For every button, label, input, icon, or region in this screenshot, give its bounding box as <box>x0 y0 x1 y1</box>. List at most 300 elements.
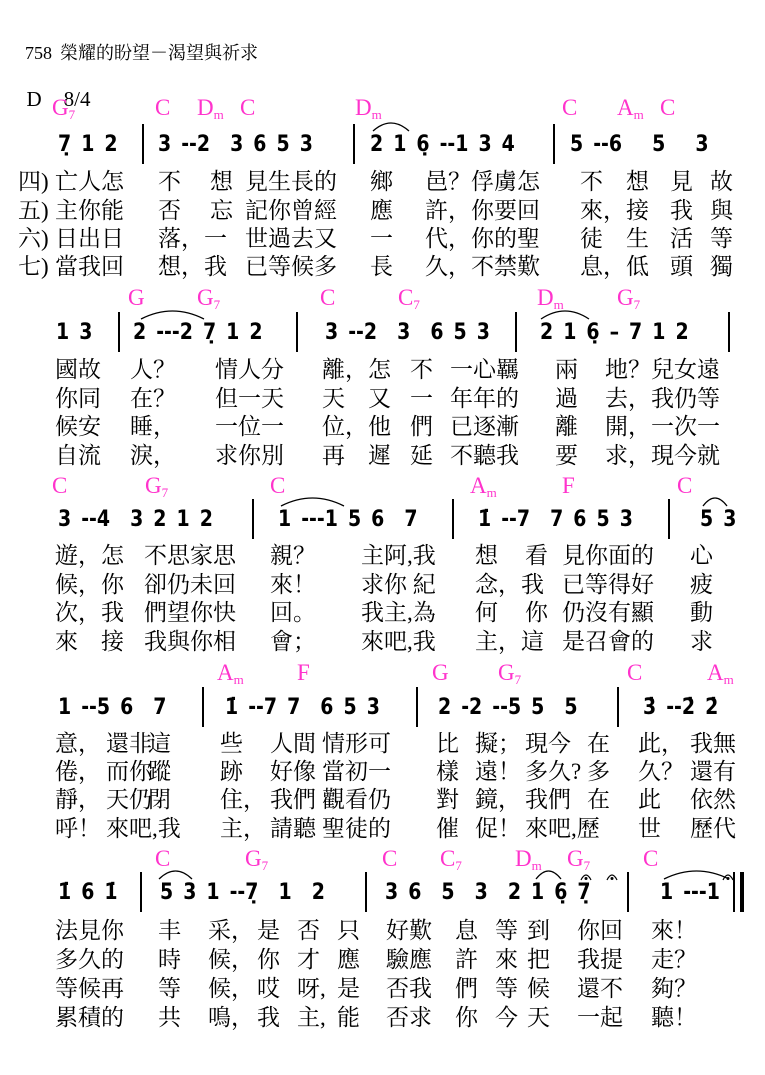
slur-tie <box>702 493 728 507</box>
lyric-chunk: 才 <box>297 947 320 972</box>
chord-root: C <box>270 473 286 498</box>
lyric-chunk: 求你別 <box>215 443 284 468</box>
lyric-chunk: 我與你相 <box>144 629 236 654</box>
lyric-chunk: 自流 <box>55 443 101 468</box>
lyric-chunk: 你 <box>525 600 548 625</box>
lyric-chunk: 我們 <box>525 787 571 812</box>
lyric-chunk: 共 <box>158 1005 181 1030</box>
lyric-chunk: 應 <box>337 947 360 972</box>
chord-root: G <box>617 285 634 310</box>
chord-symbol <box>432 660 449 693</box>
barline <box>627 872 629 912</box>
lyric-chunk: 采， <box>208 918 254 943</box>
lyric-chunk: 年年的 <box>450 386 519 411</box>
verse-number-lyric: 六) <box>18 226 49 251</box>
lyric-chunk: 已逐漸 <box>450 414 519 439</box>
lyric-chunk: 過 <box>555 386 578 411</box>
lyric-chunk: 而你 <box>106 759 152 784</box>
measure-notes: 2 -2 --5 5 5 <box>438 695 578 720</box>
lyric-chunk: 我 <box>670 198 693 223</box>
measure-notes: 5 3 <box>700 507 737 532</box>
lyric-chunk: 否我 <box>386 976 432 1001</box>
chord-symbol <box>660 95 675 128</box>
chord-root: F <box>297 660 310 685</box>
chord-symbol <box>52 95 75 128</box>
lyric-chunk: 夠？ <box>651 976 697 1001</box>
chord-symbol <box>617 95 644 128</box>
lyric-chunk: 離，怎 <box>322 357 391 382</box>
chord-symbol <box>643 846 658 879</box>
barline <box>728 312 730 352</box>
lyric-chunk: 催 <box>436 816 459 841</box>
lyric-chunk: 落，一 <box>158 226 227 251</box>
lyric-chunk: 不 <box>410 357 433 382</box>
lyric-chunk: 延 <box>410 443 433 468</box>
lyric-chunk: 們望你快 <box>144 600 236 625</box>
lyric-chunk: 人間 <box>270 731 316 756</box>
lyric-chunk: 否求 <box>386 1005 432 1030</box>
lyric-chunk: 遠！ <box>475 759 521 784</box>
measure-notes: 1̇ --7 7 6 5 3 <box>225 695 380 720</box>
lyric-chunk: 淚， <box>130 443 176 468</box>
measure-notes: 3 --2 3 6 5 3 <box>158 132 313 157</box>
lyric-chunk: 不聽我 <box>450 443 519 468</box>
lyric-chunk: 住， <box>220 787 266 812</box>
chord-quality: 7 <box>261 858 269 873</box>
lyric-chunk: 等 <box>158 976 181 1001</box>
chord-symbol <box>52 473 67 506</box>
fermata-icon <box>580 871 592 881</box>
chord-quality: 7 <box>455 858 462 873</box>
lyric-chunk: 依然 <box>690 787 736 812</box>
chord-symbol <box>240 95 255 128</box>
lyric-chunk: 長 <box>370 254 393 279</box>
lyric-chunk: 還不 <box>577 976 623 1001</box>
lyric-chunk: 比 <box>436 731 459 756</box>
chord-root: C <box>440 846 456 871</box>
lyric-chunk: 邑？俘虜怎 <box>425 169 540 194</box>
lyric-chunk: 念，我 <box>475 572 544 597</box>
lyric-chunk: 呼！ <box>55 816 101 841</box>
final-barline <box>740 872 744 912</box>
chord-root: A <box>217 660 234 685</box>
lyric-chunk: 是 <box>257 918 280 943</box>
lyric-chunk: 何 <box>475 600 498 625</box>
lyric-chunk: 主你能 <box>55 198 124 223</box>
lyric-chunk: 離 <box>555 414 578 439</box>
lyric-chunk: 還非 <box>106 731 152 756</box>
chord-symbol <box>440 846 462 879</box>
chord-root: C <box>660 95 676 120</box>
lyric-chunk: 你回 <box>577 918 623 943</box>
chord-symbol <box>320 285 335 318</box>
lyric-chunk: 想 <box>210 169 233 194</box>
chord-root: C <box>627 660 643 685</box>
lyric-chunk: 再 遲 <box>322 443 391 468</box>
lyric-chunk: 不 想 <box>580 169 649 194</box>
barline <box>252 499 254 539</box>
chord-symbol <box>245 846 268 879</box>
measure-notes: 1̇ --7 7 6 5 3 <box>478 507 633 532</box>
lyric-chunk: 們 <box>455 976 478 1001</box>
chord-root: D <box>537 285 554 310</box>
slur-tie <box>535 866 562 880</box>
slur-tie <box>140 306 205 320</box>
chord-root: F <box>562 473 575 498</box>
slur-tie <box>372 118 410 132</box>
lyric-chunk: 是 <box>337 976 360 1001</box>
chord-symbol <box>562 473 575 506</box>
chord-symbol <box>297 660 310 693</box>
lyric-chunk: 來吧,歷 <box>525 816 600 841</box>
lyric-chunk: 把 <box>527 947 550 972</box>
measure-notes: 5 --6 5 3 <box>570 132 709 157</box>
lyric-chunk: 來！ <box>270 572 316 597</box>
chord-symbol <box>707 660 734 693</box>
lyric-chunk: 哎 <box>257 976 280 1001</box>
verse-number-lyric: 四) <box>18 169 49 194</box>
measure-notes: 7̣ 1 2 <box>58 132 118 157</box>
lyric-chunk: 呀, <box>297 976 326 1001</box>
lyric-chunk: 在？ <box>130 386 176 411</box>
lyric-chunk: 多久的 <box>55 947 124 972</box>
lyric-chunk: 走？ <box>651 947 697 972</box>
lyric-chunk: 見生長的 <box>245 169 337 194</box>
lyric-chunk: 睡， <box>130 414 176 439</box>
lyric-chunk: 地？兒女遠 <box>605 357 720 382</box>
chord-quality: m <box>486 485 497 500</box>
lyric-chunk: 代，你的聖 <box>425 226 540 251</box>
lyric-chunk: 我無 <box>690 731 736 756</box>
lyric-chunk: 驗應 <box>386 947 432 972</box>
lyric-chunk: 世過去又 <box>245 226 337 251</box>
lyric-chunk: 鏡， <box>475 787 521 812</box>
lyric-chunk: 看 <box>525 543 548 568</box>
lyric-chunk: 候， <box>208 976 254 1001</box>
lyric-chunk: 等 <box>710 226 733 251</box>
barline <box>142 124 144 164</box>
barline <box>296 312 298 352</box>
chord-quality: 7 <box>161 485 169 500</box>
lyric-chunk: 我 <box>257 1005 280 1030</box>
chord-root: G <box>245 846 262 871</box>
lyric-chunk: 靜， <box>55 787 101 812</box>
measure-notes: 5 3 1 --7̣ 1 2 <box>160 880 325 905</box>
lyric-chunk: 跡 <box>220 759 243 784</box>
lyric-chunk: 情形可 <box>322 731 391 756</box>
barline <box>353 124 355 164</box>
lyric-chunk: 否 <box>158 198 181 223</box>
lyric-chunk: 求你 紀 <box>361 572 436 597</box>
slur-tie <box>540 306 590 320</box>
key: D <box>26 87 42 111</box>
lyric-chunk: 來，接 <box>580 198 649 223</box>
lyric-chunk: 意， <box>55 731 101 756</box>
lyric-chunk: 忘 <box>210 198 233 223</box>
chord-symbol <box>398 285 420 318</box>
lyric-chunk: 些 <box>220 731 243 756</box>
lyric-chunk: 記你曾經 <box>245 198 337 223</box>
lyric-chunk: 故 <box>710 169 733 194</box>
lyric-chunk: 位，他 <box>322 414 391 439</box>
lyric-chunk: 頭 <box>670 254 693 279</box>
lyric-chunk: 樣 <box>436 759 459 784</box>
lyric-chunk: 我們 <box>270 787 316 812</box>
chord-root: G <box>145 473 162 498</box>
measure-notes: 3 --2 3 6 5 3 <box>325 320 490 345</box>
lyric-chunk: 鄉 <box>370 169 393 194</box>
lyric-chunk: 我提 <box>577 947 623 972</box>
lyric-chunk: 一心羈 <box>450 357 519 382</box>
lyric-chunk: 你 <box>455 1005 478 1030</box>
lyric-chunk: 心 <box>690 543 713 568</box>
lyric-chunk: 卻仍未回 <box>144 572 236 597</box>
lyric-chunk: 促！ <box>475 816 521 841</box>
chord-quality: 7 <box>514 672 522 687</box>
chord-root: G <box>52 95 69 120</box>
chord-quality: 7 <box>583 858 591 873</box>
measure-notes: 1 3 <box>56 320 93 345</box>
chord-quality: m <box>233 672 244 687</box>
chord-root: G <box>498 660 515 685</box>
chord-root: C <box>677 473 693 498</box>
lyric-chunk: 還有 <box>690 759 736 784</box>
lyric-chunk: 來 接 <box>55 629 124 654</box>
lyric-chunk: 遊，怎 <box>55 543 124 568</box>
lyric-chunk: 天 又 <box>322 386 391 411</box>
lyric-chunk: 多久? <box>525 759 582 784</box>
lyric-chunk: 是召會的 <box>562 629 654 654</box>
lyric-chunk: 閉 <box>148 787 171 812</box>
lyric-chunk: 已等得好 <box>562 572 654 597</box>
lyric-chunk: 主阿,我 <box>361 543 436 568</box>
song-title: 榮耀的盼望－渴望與祈求 <box>60 43 258 63</box>
chord-quality: 7 <box>68 107 76 122</box>
lyric-chunk: 一位一 <box>215 414 284 439</box>
lyric-chunk: 我主,為 <box>361 600 436 625</box>
lyric-chunk: 人？ <box>130 357 176 382</box>
chord-root: C <box>320 285 336 310</box>
lyric-chunk: 此， <box>638 731 684 756</box>
chord-root: D <box>515 846 532 871</box>
barline <box>668 499 670 539</box>
lyric-chunk: 息，低 <box>580 254 649 279</box>
slur-tie <box>158 866 193 880</box>
lyric-chunk: 擬； <box>475 731 521 756</box>
lyric-chunk: 好像 <box>270 759 316 784</box>
barline <box>140 872 142 912</box>
lyric-chunk: 當初一 <box>322 759 391 784</box>
lyric-chunk: 一起 <box>577 1005 623 1030</box>
lyric-chunk: 好歎 <box>386 918 432 943</box>
chord-quality: m <box>371 107 382 122</box>
chord-symbol <box>617 285 640 318</box>
lyric-chunk: 久？ <box>638 759 684 784</box>
lyric-chunk: 不思家思 <box>144 543 236 568</box>
lyric-chunk: 久，不禁歎 <box>425 254 540 279</box>
lyric-chunk: 主，這 <box>475 629 544 654</box>
lyric-chunk: 現今 <box>525 731 571 756</box>
lyric-chunk: 丰 <box>158 918 181 943</box>
lyric-chunk: 在 <box>587 787 610 812</box>
lyric-chunk: 此 <box>638 787 661 812</box>
lyric-chunk: 對 <box>436 787 459 812</box>
chord-root: A <box>470 473 487 498</box>
lyric-chunk: 開，一次一 <box>605 414 720 439</box>
fermata-icon <box>606 871 618 881</box>
measure-notes: 3 --4 3 2 1 2 <box>58 507 213 532</box>
chord-root: C <box>562 95 578 120</box>
lyric-chunk: 候，你 <box>55 572 124 597</box>
lyric-chunk: 次，我 <box>55 600 124 625</box>
barline <box>118 312 120 352</box>
measure-notes: 1 ---1 5 6 7 <box>278 507 418 532</box>
lyric-chunk: 要 <box>555 443 578 468</box>
lyric-chunk: 世 <box>638 816 661 841</box>
measure-notes: 1̇ 6 1̇ <box>58 880 118 905</box>
lyric-chunk: 回。 <box>270 600 316 625</box>
lyric-chunk: 求，現今就 <box>605 443 720 468</box>
verse-number-lyric: 五) <box>18 198 49 223</box>
barline <box>515 312 517 352</box>
lyric-chunk: 歷代 <box>690 816 736 841</box>
lyric-chunk: 許，你要回 <box>425 198 540 223</box>
lyric-chunk: 求 <box>690 629 713 654</box>
chord-symbol <box>382 846 397 879</box>
lyric-chunk: 候， <box>208 947 254 972</box>
lyric-chunk: 兩 <box>555 357 578 382</box>
chord-root: C <box>398 285 414 310</box>
chord-root: D <box>197 95 214 120</box>
lyric-chunk: 應 <box>370 198 393 223</box>
lyric-chunk: 只 <box>337 918 360 943</box>
lyric-chunk: 來！ <box>651 918 697 943</box>
chord-root: A <box>617 95 634 120</box>
lyric-chunk: 這 <box>148 731 171 756</box>
lyric-chunk: 當我回 <box>55 254 124 279</box>
lyric-chunk: 們 <box>410 414 433 439</box>
chord-root: G <box>128 285 145 310</box>
barline <box>617 687 619 727</box>
lyric-chunk: 請聽 <box>270 816 316 841</box>
lyric-chunk: 累積的 <box>55 1005 124 1030</box>
lyric-chunk: 時 <box>158 947 181 972</box>
chord-root: C <box>240 95 256 120</box>
chord-root: G <box>197 285 214 310</box>
lyric-chunk: 觀看仍 <box>322 787 391 812</box>
lyric-chunk: 今 <box>495 1005 518 1030</box>
chord-quality: 7 <box>413 297 420 312</box>
chord-root: A <box>707 660 724 685</box>
lyric-chunk: 來吧,我 <box>361 629 436 654</box>
chord-root: G <box>432 660 449 685</box>
lyric-chunk: 去，我仍等 <box>605 386 720 411</box>
barline <box>365 872 367 912</box>
barline <box>202 687 204 727</box>
chord-symbol <box>627 660 642 693</box>
lyric-chunk: 法見你 <box>55 918 124 943</box>
chord-symbol <box>470 473 497 506</box>
lyric-chunk: 等 <box>495 918 518 943</box>
measure-notes: 2 1 6̣ – 7 1 2 <box>540 320 689 345</box>
time-signature: 8/4 <box>63 87 91 111</box>
lyric-chunk: 在 <box>587 731 610 756</box>
measure-notes: 3̇ --2̇ 2̇ <box>643 695 719 720</box>
lyric-chunk: 疲 <box>690 572 713 597</box>
lyric-chunk: 見 <box>670 169 693 194</box>
lyric-chunk: 蹤 <box>148 759 171 784</box>
lyric-chunk: 會； <box>270 629 316 654</box>
lyric-chunk: 但一天 <box>215 386 284 411</box>
lyric-chunk: 到 <box>527 918 550 943</box>
lyric-chunk: 息 <box>455 918 478 943</box>
lyric-chunk: 天 <box>527 1005 550 1030</box>
measure-notes: 1 --5 6 7 <box>58 695 167 720</box>
lyric-chunk: 來吧,我 <box>106 816 181 841</box>
measure-notes: 1 ---1 <box>660 880 720 905</box>
chord-root: C <box>382 846 398 871</box>
chord-quality: m <box>633 107 644 122</box>
barline <box>416 687 418 727</box>
chord-quality: m <box>553 297 564 312</box>
barline <box>553 124 555 164</box>
lyric-chunk: 許 <box>455 947 478 972</box>
lyric-chunk: 情人分 <box>215 357 284 382</box>
lyric-chunk: 一 <box>370 226 393 251</box>
lyric-chunk: 徒 生 <box>580 226 649 251</box>
chord-symbol <box>217 660 244 693</box>
verse-number-lyric: 七) <box>18 254 49 279</box>
chord-symbol <box>145 473 168 506</box>
lyric-chunk: 主, <box>297 1005 326 1030</box>
lyric-chunk: 聖徒的 <box>322 816 391 841</box>
chord-quality: m <box>531 858 542 873</box>
chord-quality: 7 <box>213 297 221 312</box>
song-header <box>16 18 258 65</box>
chord-symbol <box>197 95 224 128</box>
lyric-chunk: 國故 <box>55 357 101 382</box>
lyric-chunk: 一 <box>410 386 433 411</box>
lyric-chunk: 來 <box>495 947 518 972</box>
chord-quality: 7 <box>633 297 641 312</box>
lyric-chunk: 能 <box>337 1005 360 1030</box>
chord-symbol <box>562 95 577 128</box>
lyric-chunk: 主， <box>220 816 266 841</box>
lyric-chunk: 動 <box>690 600 713 625</box>
hymn-number: 758 <box>25 43 52 63</box>
lyric-chunk: 想 <box>475 543 498 568</box>
lyric-chunk: 見你面的 <box>562 543 654 568</box>
chord-root: C <box>643 846 659 871</box>
lyric-chunk: 不 <box>158 169 181 194</box>
lyric-chunk: 親？ <box>270 543 316 568</box>
lyric-chunk: 否 <box>297 918 320 943</box>
fermata-icon <box>722 871 734 881</box>
lyric-chunk: 與 <box>710 198 733 223</box>
lyric-chunk: 多 <box>587 759 610 784</box>
chord-root: C <box>155 95 171 120</box>
chord-quality: m <box>723 672 734 687</box>
lyric-chunk: 仍沒有顯 <box>562 600 654 625</box>
chord-root: C <box>52 473 68 498</box>
lyric-chunk: 聽！ <box>651 1005 697 1030</box>
measure-notes: 3 6 5 3 2 1 6̣ 7̣ <box>385 880 591 905</box>
measure-notes: 2 ---2 7̣ 1 2 <box>133 320 263 345</box>
chord-root: G <box>567 846 584 871</box>
measure-notes: 2 1 6̣ --1 3 4 <box>370 132 515 157</box>
slur-tie <box>663 866 730 880</box>
lyric-chunk: 倦， <box>55 759 101 784</box>
